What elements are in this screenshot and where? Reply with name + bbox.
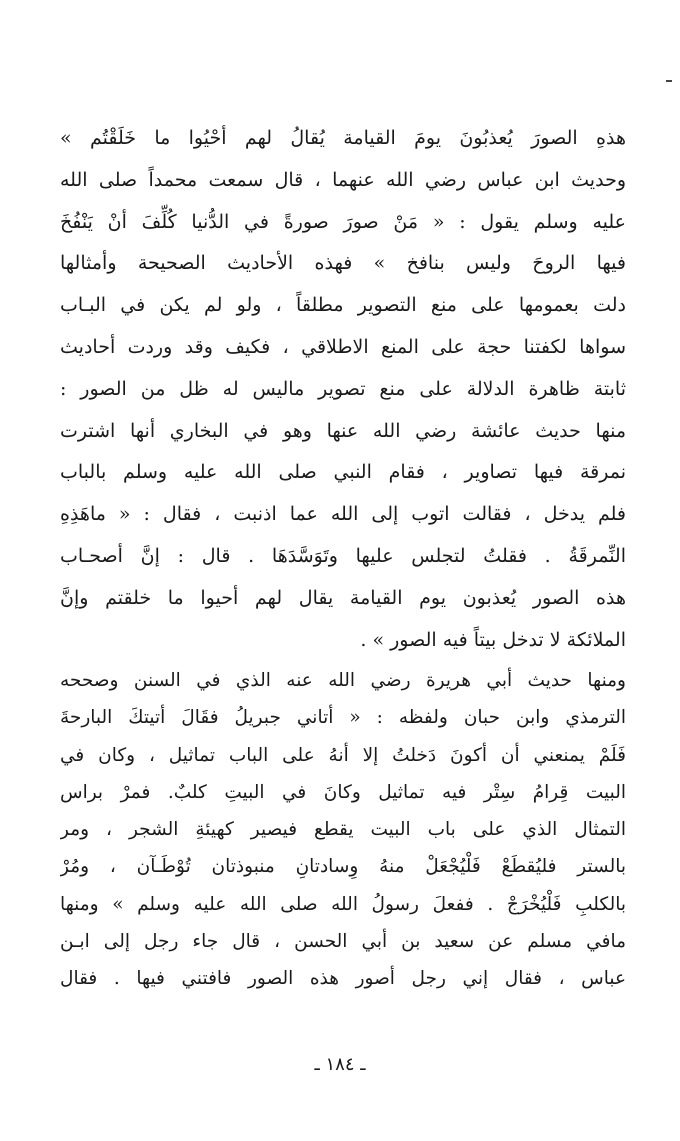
text-line: عليه وسلم يقول : « مَنْ صورَ صورةً في الدُّنيا كُلِّفَ أنْ يَنْفُخَ — [60, 210, 626, 233]
text-line: مافي مسلم عن سعيد بن أبي الحسن ، قال جاء رجل إلى ابـن — [60, 931, 626, 953]
text-line: فلم يدخل ، فقالت اتوب إلى الله عما اذنبت ، فقال : « ماهَذِهِ — [60, 503, 626, 526]
text-line: نمرقة فيها تصاوير ، فقام النبي صلى الله عليه وسلم بالباب — [60, 461, 626, 484]
paragraph — [60, 662, 626, 998]
text-line: عباس ، فقال إني رجل أصور هذه الصور فافتني فيها . فقال — [60, 968, 626, 990]
text-line: بالستر فليُقطَعْ فَلْيُجْعَلْ منهُ وِسادتانِ منبوذتان تُوْطَـآن ، ومُرْ — [60, 856, 626, 878]
text-line: ثابتة ظاهرة الدلالة على منع تصوير ماليس له ظل من الصور : — [60, 377, 626, 400]
text-line: فَلَمْ يمنعني أن أكونَ دَخلتُ إلا أنهُ على الباب تماثيل ، وكان في — [60, 744, 626, 766]
text-line: سواها لكفتنا حجة على المنع الاطلاقي ، فكيف وقد وردت أحاديث — [60, 335, 626, 358]
text-line: هذهِ الصورَ يُعذبُونَ يومَ القيامة يُقالُ لهم أحْيُوا ما خَلَقْتُم » — [60, 127, 626, 149]
page-number: ـ ١٨٤ ـ — [314, 1054, 366, 1075]
text-line: فيها الروحَ وليس بنافخ » فهذه الأحاديث الصحيحة وأمثالها — [60, 252, 626, 275]
margin-mark — [666, 80, 672, 82]
text-line: التمثال الذي على باب البيت يقطع فيصير كهيئةِ الشجر ، ومر — [60, 819, 626, 841]
text-line: دلت بعمومها على منع التصوير مطلقاً ، ولو لم يكن في البـاب — [60, 294, 626, 317]
text-line: الملائكة لا تدخل بيتاً فيه الصور » . — [360, 628, 626, 651]
paragraph — [60, 118, 626, 661]
text-line: الترمذي وابن حبان ولفظه : « أتاني جبريلُ فقَالَ أتيتكَ البارحةَ — [60, 707, 626, 729]
text-line: منها حديث عائشة رضي الله عنها وهو في البخاري أنها اشترت — [60, 419, 626, 442]
text-line: البيت قِرامُ سِتْر فيه تماثيل وكانَ في البيتِ كلبٌ. فمرْ براس — [60, 781, 626, 803]
text-line: هذه الصور يُعذبون يوم القيامة يقال لهم أحيوا ما خلقتم وإنَّ — [60, 586, 626, 609]
text-line: النِّمرقَةُ . فقلتُ لتجلس عليها وتَوَسَّدَهَا . قال : إنَّ أصحـاب — [60, 544, 626, 567]
text-line: بالكلبِ فَلْيُخْرَجْ . ففعلَ رسولُ الله صلى الله عليه وسلم » ومنها — [60, 893, 626, 915]
text-line: وحديث ابن عباس رضي الله عنهما ، قال سمعت محمداً صلى الله — [60, 168, 626, 191]
text-line: ومنها حديث أبي هريرة رضي الله عنه الذي في السنن وصححه — [60, 670, 626, 691]
